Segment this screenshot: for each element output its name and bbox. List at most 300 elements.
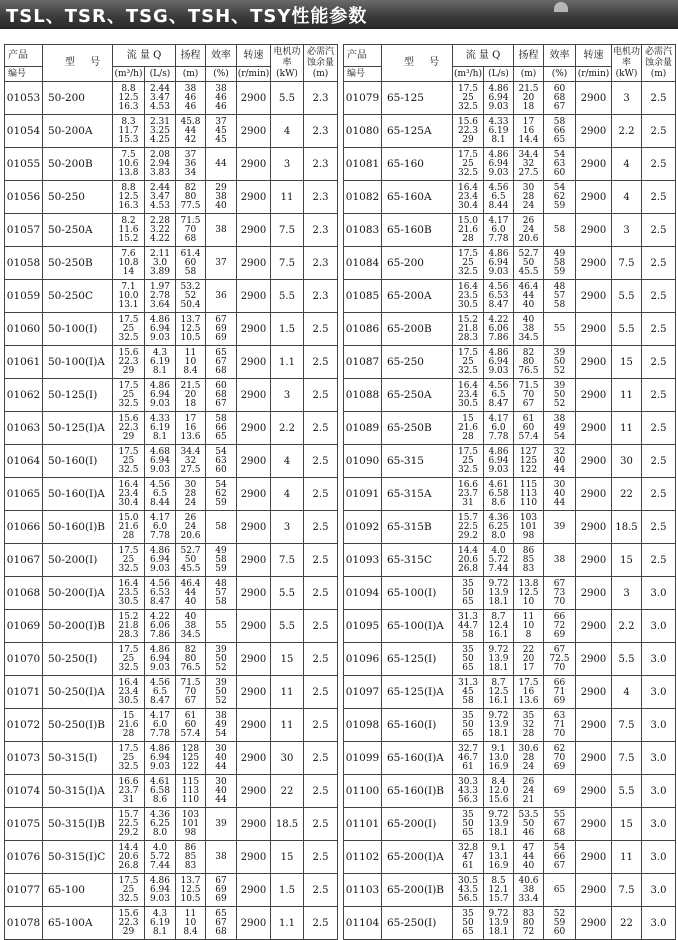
flow-m3h: 35 50 65 [453,808,484,841]
model-number: 50-200 [43,82,113,115]
unit-head: (m) [514,67,544,82]
product-code: 01073 [5,742,43,775]
head-value: 11 10 8.4 [176,907,206,940]
product-code: 01087 [344,346,382,379]
head-value: 115 113 110 [514,478,544,511]
product-code: 01094 [344,577,382,610]
flow-m3h: 17.5 25 32.5 [113,445,145,478]
model-number: 65-100(I) [382,577,453,610]
efficiency-value: 62 70 69 [544,742,576,775]
speed-value: 2900 [237,907,271,940]
head-value: 26 24 20.6 [176,511,206,544]
product-code: 01061 [5,346,43,379]
header-npsh: 必需汽蚀余量 (m) [642,45,676,82]
efficiency-value: 66 72 69 [544,610,576,643]
flow-ls: 9.72 13.9 18.1 [484,808,514,841]
model-number: 50-250(I)A [43,676,113,709]
flow-ls: 4.86 6.94 9.03 [484,82,514,115]
speed-value: 2900 [576,544,612,577]
flow-m3h: 35 50 65 [453,577,484,610]
product-code: 01064 [5,445,43,478]
speed-value: 2900 [237,742,271,775]
flow-m3h: 8.3 11.7 15.3 [113,115,145,148]
npsh-value: 3.0 [642,709,676,742]
model-number: 65-200B [382,313,453,346]
table-row [5,874,338,907]
speed-value: 2900 [237,775,271,808]
npsh-value: 2.5 [642,346,676,379]
product-code: 01058 [5,247,43,280]
table-row [5,115,338,148]
header-code-sub: 编号 [5,67,43,82]
flow-ls: 4.36 6.25 8.0 [484,511,514,544]
flow-m3h: 35 50 65 [453,709,484,742]
efficiency-value: 30 40 44 [544,478,576,511]
speed-value: 2900 [576,346,612,379]
product-code: 01098 [344,709,382,742]
npsh-value: 3.0 [642,577,676,610]
header-code-sub: 编号 [344,67,382,82]
head-value: 17 16 14.4 [514,115,544,148]
product-code: 01074 [5,775,43,808]
npsh-value: 2.5 [642,247,676,280]
model-number: 50-315(I)C [43,841,113,874]
flow-ls: 4.56 6.5 8.44 [145,478,176,511]
product-code: 01092 [344,511,382,544]
power-value: 18.5 [271,808,304,841]
efficiency-value: 55 [544,313,576,346]
power-value: 7.5 [612,874,642,907]
product-code: 01077 [5,874,43,907]
head-value: 46.4 44 40 [514,280,544,313]
npsh-value: 2.3 [304,280,338,313]
power-value: 7.5 [271,214,304,247]
product-code: 01072 [5,709,43,742]
flow-ls: 4.33 6.19 8.1 [145,412,176,445]
table-row [5,346,338,379]
efficiency-value: 58 66 65 [544,115,576,148]
efficiency-value: 30 40 44 [206,775,237,808]
npsh-value: 2.5 [642,412,676,445]
flow-m3h: 17.5 25 32.5 [113,643,145,676]
unit-m3h: (m³/h) [113,67,145,82]
npsh-value: 2.5 [304,313,338,346]
efficiency-value: 38 49 54 [206,709,237,742]
npsh-value: 2.5 [642,313,676,346]
npsh-value: 2.3 [304,148,338,181]
power-value: 15 [271,643,304,676]
power-value: 3 [612,214,642,247]
table-row [5,412,338,445]
table-row [344,412,676,445]
power-value: 5.5 [271,610,304,643]
flow-m3h: 15.7 22.5 29.2 [453,511,484,544]
flow-m3h: 17.5 25 32.5 [113,379,145,412]
flow-ls: 4.86 6.94 9.03 [145,379,176,412]
flow-m3h: 32.8 47 61 [453,841,484,874]
efficiency-value: 39 50 52 [544,379,576,412]
power-value: 30 [271,742,304,775]
model-number: 65-125 [382,82,453,115]
header-power: 电机功率 (kW) [271,45,304,82]
efficiency-value: 67 72.5 70 [544,643,576,676]
table-row [5,82,338,115]
table-body-right [344,82,676,940]
head-value: 71.5 70 68 [176,214,206,247]
product-code: 01096 [344,643,382,676]
flow-ls: 4.86 6.94 9.03 [484,445,514,478]
npsh-value: 2.5 [642,82,676,115]
product-code: 01089 [344,412,382,445]
power-value: 7.5 [612,709,642,742]
header-flow: 流 量 Q [113,45,176,67]
flow-ls: 4.22 6.06 7.86 [484,313,514,346]
efficiency-value: 54 63 60 [544,148,576,181]
head-value: 13.8 12.5 10 [514,577,544,610]
speed-value: 2900 [576,610,612,643]
head-value: 30 28 24 [176,478,206,511]
flow-ls: 2.44 3.47 4.53 [145,181,176,214]
flow-m3h: 15 21.6 28 [453,412,484,445]
npsh-value: 3.0 [642,907,676,940]
power-value: 4 [612,148,642,181]
efficiency-value: 37 [206,247,237,280]
model-number: 50-315(I) [43,742,113,775]
product-code: 01084 [344,247,382,280]
power-value: 7.5 [612,742,642,775]
power-value: 22 [271,775,304,808]
model-number: 65-125A [382,115,453,148]
npsh-value: 2.5 [304,412,338,445]
flow-m3h: 15 21.6 28 [113,709,145,742]
npsh-value: 2.5 [304,808,338,841]
model-number: 65-125(I) [382,643,453,676]
model-number: 65-250A [382,379,453,412]
product-code: 01078 [5,907,43,940]
power-value: 4 [271,445,304,478]
power-value: 7.5 [271,544,304,577]
product-code: 01060 [5,313,43,346]
unit-ls: (L/s) [484,67,514,82]
head-value: 103 101 98 [176,808,206,841]
flow-ls: 9.72 13.9 18.1 [484,709,514,742]
flow-m3h: 7.1 10.0 13.1 [113,280,145,313]
flow-ls: 4.61 6.58 8.6 [484,478,514,511]
model-number: 50-160(I) [43,445,113,478]
head-value: 86 85 83 [176,841,206,874]
npsh-value: 2.5 [304,610,338,643]
flow-m3h: 8.8 12.5 16.3 [113,181,145,214]
flow-m3h: 14.4 20.6 26.8 [113,841,145,874]
model-number: 50-100(I)A [43,346,113,379]
table-row [5,676,338,709]
head-value: 22 20 17 [514,643,544,676]
flow-ls: 4.56 6.5 8.47 [145,676,176,709]
flow-ls: 9.1 13.0 16.9 [484,742,514,775]
speed-value: 2900 [237,214,271,247]
efficiency-value: 66 71 69 [544,676,576,709]
npsh-value: 2.5 [304,709,338,742]
npsh-value: 2.5 [304,346,338,379]
efficiency-value: 60 68 67 [544,82,576,115]
product-code: 01054 [5,115,43,148]
flow-m3h: 15.0 21.6 28 [113,511,145,544]
table-row [344,643,676,676]
flow-ls: 4.36 6.25 8.0 [145,808,176,841]
speed-value: 2900 [576,874,612,907]
flow-ls: 2.08 2.94 3.83 [145,148,176,181]
product-code: 01069 [5,610,43,643]
model-number: 50-160(I)A [43,478,113,511]
power-value: 3 [271,511,304,544]
npsh-value: 2.3 [304,115,338,148]
efficiency-value: 49 58 59 [544,247,576,280]
model-number: 50-250 [43,181,113,214]
power-value: 5.5 [612,775,642,808]
head-value: 40 38 34.5 [514,313,544,346]
flow-m3h: 16.4 23.4 30.4 [453,181,484,214]
power-value: 15 [612,544,642,577]
npsh-value: 3.0 [642,610,676,643]
npsh-value: 2.5 [304,544,338,577]
flow-m3h: 31.3 45 58 [453,676,484,709]
npsh-value: 3.0 [642,874,676,907]
flow-m3h: 16.6 23.7 31 [113,775,145,808]
flow-m3h: 30.5 43.5 56.5 [453,874,484,907]
power-value: 11 [271,709,304,742]
flow-m3h: 15.6 22.3 29 [113,907,145,940]
product-code: 01083 [344,214,382,247]
power-value: 2.2 [612,115,642,148]
power-value: 4 [271,115,304,148]
npsh-value: 2.3 [304,214,338,247]
efficiency-value: 37 45 45 [206,115,237,148]
flow-m3h: 17.5 25 32.5 [113,544,145,577]
product-code: 01101 [344,808,382,841]
efficiency-value: 58 [206,511,237,544]
product-code: 01076 [5,841,43,874]
flow-ls: 4.86 6.94 9.03 [484,148,514,181]
npsh-value: 2.5 [642,544,676,577]
power-value: 2.2 [271,412,304,445]
flow-m3h: 17.5 25 32.5 [113,874,145,907]
power-value: 1.1 [271,346,304,379]
table-row [344,841,676,874]
model-number: 50-315(I)A [43,775,113,808]
model-number: 50-100(I) [43,313,113,346]
flow-m3h: 15.6 22.3 29 [113,346,145,379]
speed-value: 2900 [576,709,612,742]
header-efficiency: 效率 [544,45,576,67]
header-speed: 转速 [237,45,271,67]
table-row [5,247,338,280]
header-power: 电机功率 (kW) [612,45,642,82]
speed-value: 2900 [237,313,271,346]
model-number: 65-160A [382,181,453,214]
table-row [5,742,338,775]
model-number: 65-200 [382,247,453,280]
product-code: 01075 [5,808,43,841]
npsh-value: 2.5 [642,115,676,148]
efficiency-value: 58 [544,214,576,247]
power-value: 15 [612,346,642,379]
speed-value: 2900 [576,445,612,478]
power-value: 22 [612,478,642,511]
product-code: 01065 [5,478,43,511]
header-model: 型 号 [382,45,453,82]
header-flow: 流 量 Q [453,45,514,67]
model-number: 50-315(I)B [43,808,113,841]
npsh-value: 2.5 [304,577,338,610]
npsh-value: 3.0 [642,775,676,808]
npsh-value: 2.5 [304,643,338,676]
power-value: 3 [271,148,304,181]
table-row [344,148,676,181]
product-code: 01053 [5,82,43,115]
head-value: 34.4 32 27.5 [514,148,544,181]
flow-m3h: 31.3 44.7 58 [453,610,484,643]
header-row [344,45,676,67]
efficiency-value: 36 [206,280,237,313]
table-row [344,346,676,379]
speed-value: 2900 [237,544,271,577]
model-number: 50-200(I) [43,544,113,577]
npsh-value: 2.5 [642,511,676,544]
speed-value: 2900 [576,577,612,610]
product-code: 01099 [344,742,382,775]
table-row [5,808,338,841]
header-head: 扬程 [176,45,206,67]
efficiency-value: 39 50 52 [544,346,576,379]
efficiency-value: 54 62 59 [544,181,576,214]
speed-value: 2900 [237,148,271,181]
head-value: 35 32 28 [514,709,544,742]
npsh-value: 2.5 [304,511,338,544]
npsh-value: 2.5 [642,280,676,313]
product-code: 01057 [5,214,43,247]
product-code: 01093 [344,544,382,577]
table-row [5,709,338,742]
efficiency-value: 67 69 69 [206,313,237,346]
head-value: 128 125 122 [176,742,206,775]
power-value: 15 [271,841,304,874]
npsh-value: 3.0 [642,643,676,676]
npsh-value: 2.5 [642,181,676,214]
model-number: 50-160(I)B [43,511,113,544]
head-value: 83 80 72 [514,907,544,940]
power-value: 7.5 [271,247,304,280]
table-row [344,511,676,544]
head-value: 13.7 12.5 10.5 [176,874,206,907]
table-row [5,511,338,544]
model-number: 50-250A [43,214,113,247]
flow-ls: 2.11 3.0 3.89 [145,247,176,280]
npsh-value: 3.0 [642,676,676,709]
banner-decoration [554,2,568,12]
npsh-value: 2.5 [304,775,338,808]
table-row [344,82,676,115]
model-number: 65-200(I) [382,808,453,841]
table-row [5,841,338,874]
flow-ls: 2.44 3.47 4.53 [145,82,176,115]
flow-ls: 8.4 12.0 15.6 [484,775,514,808]
npsh-value: 3.0 [642,808,676,841]
power-value: 11 [612,841,642,874]
product-code: 01102 [344,841,382,874]
head-value: 45.8 44 42 [176,115,206,148]
flow-m3h: 17.5 25 32.5 [453,445,484,478]
speed-value: 2900 [576,907,612,940]
unit-efficiency: (%) [544,67,576,82]
table-row [344,478,676,511]
efficiency-value: 49 58 59 [206,544,237,577]
flow-ls: 2.28 3.22 4.22 [145,214,176,247]
table-row [344,214,676,247]
speed-value: 2900 [237,841,271,874]
speed-value: 2900 [576,412,612,445]
speed-value: 2900 [576,775,612,808]
product-code: 01104 [344,907,382,940]
efficiency-value: 58 66 65 [206,412,237,445]
flow-ls: 4.68 6.94 9.03 [145,445,176,478]
head-value: 38 46 46 [176,82,206,115]
npsh-value: 2.5 [304,907,338,940]
npsh-value: 2.3 [304,247,338,280]
efficiency-value: 67 73 70 [544,577,576,610]
product-code: 01081 [344,148,382,181]
efficiency-value: 44 [206,148,237,181]
head-value: 34.4 32 27.5 [176,445,206,478]
flow-ls: 4.56 6.53 8.47 [484,280,514,313]
flow-m3h: 17.5 25 32.5 [453,82,484,115]
header-head: 扬程 [514,45,544,67]
speed-value: 2900 [237,181,271,214]
table-row [344,247,676,280]
flow-m3h: 15.2 21.8 28.3 [113,610,145,643]
power-value: 11 [271,181,304,214]
efficiency-value: 30 40 44 [206,742,237,775]
efficiency-value: 65 [544,874,576,907]
efficiency-value: 54 66 67 [544,841,576,874]
flow-m3h: 32.7 46.7 61 [453,742,484,775]
flow-ls: 4.86 6.94 9.03 [145,313,176,346]
npsh-value: 2.5 [304,379,338,412]
product-code: 01080 [344,115,382,148]
power-value: 7.5 [612,247,642,280]
efficiency-value: 38 [544,544,576,577]
speed-value: 2900 [237,247,271,280]
efficiency-value: 38 49 54 [544,412,576,445]
flow-ls: 8.7 12.4 16.1 [484,610,514,643]
power-value: 4 [271,478,304,511]
head-value: 52.7 50 45.5 [514,247,544,280]
efficiency-value: 38 [206,841,237,874]
efficiency-value: 39 [544,511,576,544]
unit-ls: (L/s) [145,67,176,82]
flow-ls: 4.86 6.94 9.03 [145,874,176,907]
page-title: TSL、TSR、TSG、TSH、TSY性能参数 [6,6,368,27]
flow-ls: 4.0 5.72 7.44 [484,544,514,577]
flow-m3h: 16.6 23.7 31 [453,478,484,511]
power-value: 15 [612,808,642,841]
head-value: 11 10 8.4 [176,346,206,379]
product-code: 01067 [5,544,43,577]
speed-value: 2900 [237,577,271,610]
product-code: 01086 [344,313,382,346]
head-value: 61 60 57.4 [176,709,206,742]
product-code: 01056 [5,181,43,214]
model-number: 65-160(I) [382,709,453,742]
